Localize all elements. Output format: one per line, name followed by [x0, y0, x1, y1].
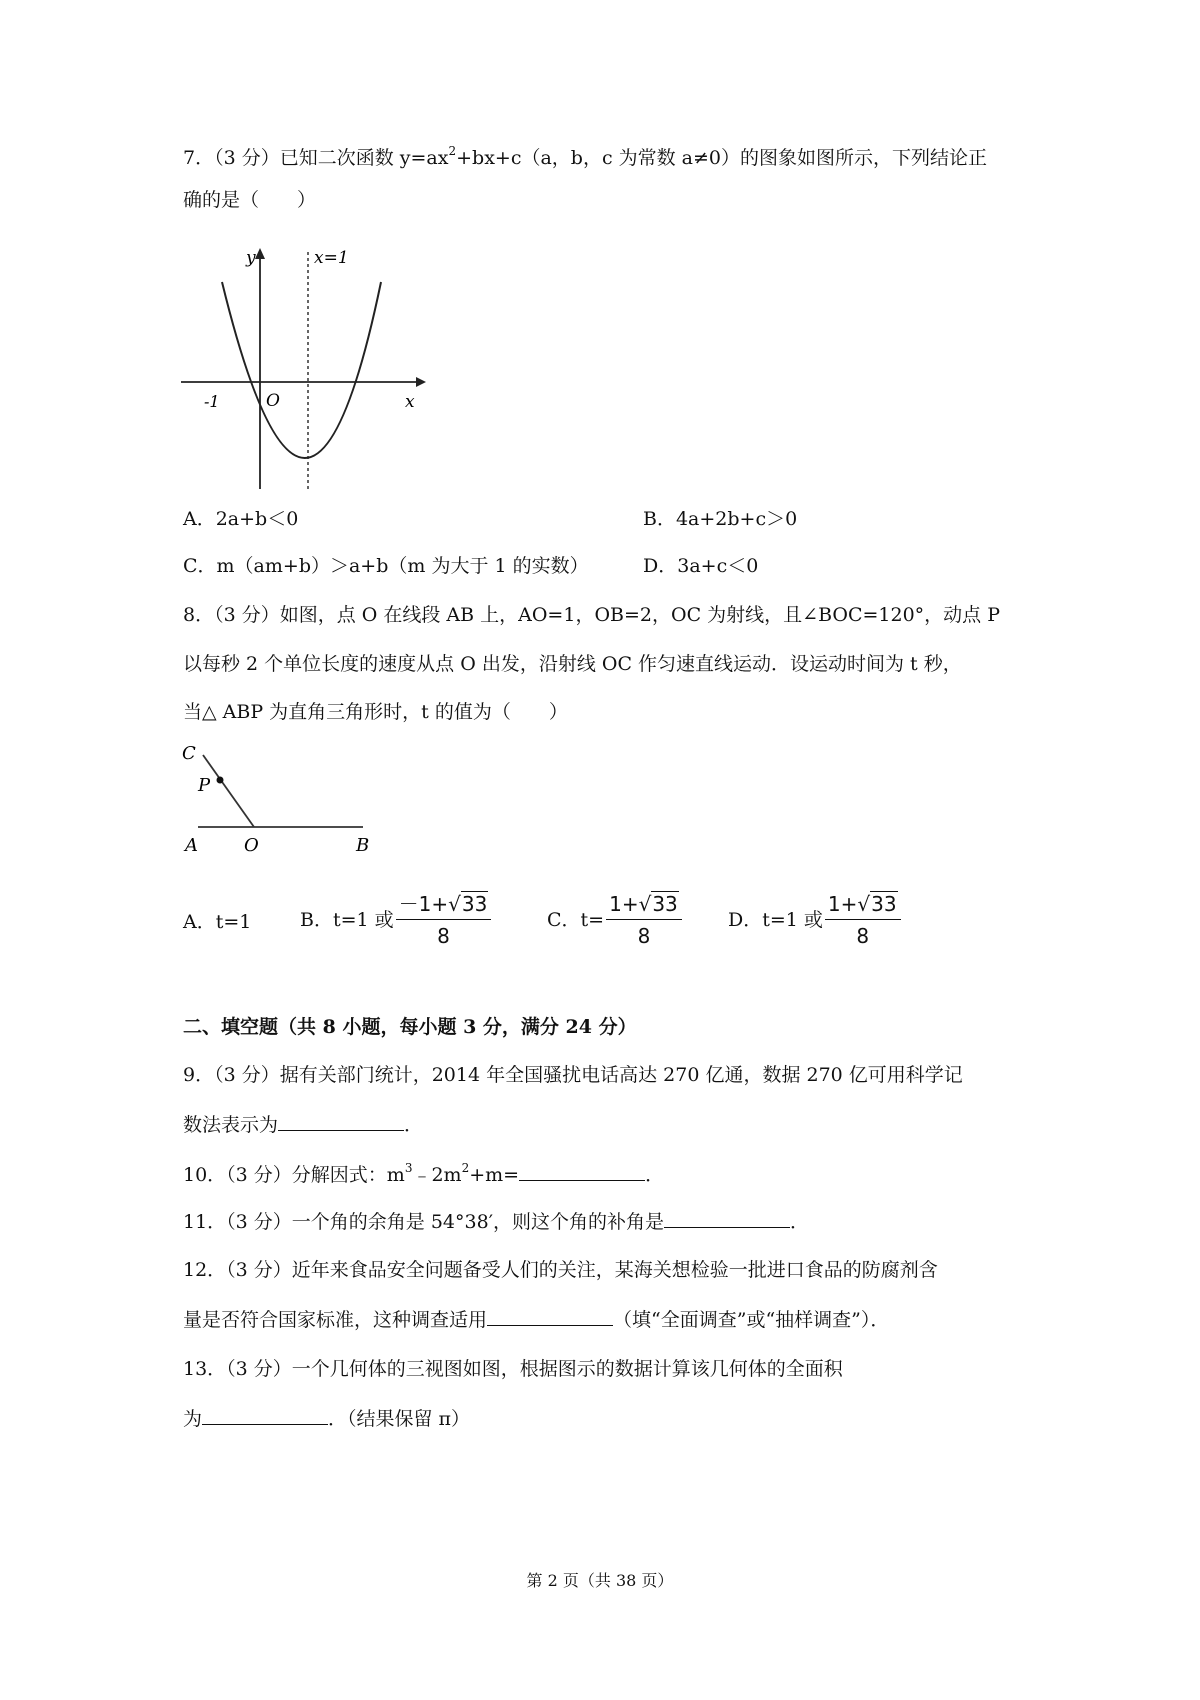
q8-stem-line1: 8．（3 分）如图，点 O 在线段 AB 上，AO=1，OB=2，OC 为射线，且∠BOC=120°，动点 P	[183, 604, 1001, 626]
section-heading-fill-in: 二、填空题（共 8 小题，每小题 3 分，满分 24 分）	[183, 1016, 637, 1038]
q7-option-a: A．2a+b＜0	[183, 508, 299, 530]
q13-stem-line2: 为 ．（结果保留 π）	[183, 1404, 470, 1433]
graph-y-label: y	[246, 248, 256, 268]
q10-stem: 10．（3 分）分解因式：$m^3﹣2m^2+m=$ ．	[183, 1161, 665, 1186]
q11-answer-blank[interactable]	[664, 1207, 790, 1228]
fig-p-label: P	[198, 775, 211, 796]
q7-option-b: B．4a+2b+c＞0	[643, 508, 798, 530]
graph-origin-label: O	[266, 391, 280, 411]
q13-answer-blank[interactable]	[202, 1404, 328, 1425]
q9-stem-line2: 数法表示为 ．	[183, 1110, 423, 1139]
q13-stem-line1: 13．（3 分）一个几何体的三视图如图，根据图示的数据计算该几何体的全面积	[183, 1358, 843, 1380]
q7-stem-line1: 7．（3 分）已知二次函数 $y=ax^2+bx+c(a$，b，c 为常数 a≠0）的图象如图所示，下列结论正	[183, 144, 988, 169]
q8-ray-figure	[178, 745, 378, 875]
q9-answer-blank[interactable]	[278, 1110, 404, 1131]
q7-option-c: C．m（am+b）＞a+b（m 为大于 1 的实数）	[183, 555, 589, 577]
q8-stem-line3: 当△ ABP 为直角三角形时，t 的值为（ ）	[183, 701, 568, 723]
q7-option-d: D．3a+c＜0	[643, 555, 759, 577]
fig-a-label: A	[185, 835, 198, 856]
graph-x-label: x	[405, 392, 415, 412]
q7-stem-line2: 确的是（ ）	[183, 189, 317, 211]
fig-b-label: B	[356, 835, 370, 856]
q12-stem-line2: 量是否符合国家标准，这种调查适用 （填“全面调查”或“抽样调查”）．	[183, 1305, 889, 1334]
q9-stem-line1: 9．（3 分）据有关部门统计，2014 年全国骚扰电话高达 270 亿通，数据 270 亿可用科学记	[183, 1064, 963, 1086]
page-footer: 第 2 页（共 38 页）	[526, 1571, 674, 1590]
q7-parabola-graph	[176, 244, 436, 489]
q12-stem-line1: 12．（3 分）近年来食品安全问题备受人们的关注，某海关想检验一批进口食品的防腐剂含	[183, 1259, 938, 1281]
q8-option-b: B．t=1 或 $\frac{-1+√33}{8}$	[300, 890, 491, 950]
fig-c-label: C	[182, 745, 196, 764]
fig-o-label: O	[244, 835, 259, 856]
q8-option-d: D．t=1 或 $\frac{1+√33}{8}$	[728, 890, 901, 950]
q8-stem-line2: 以每秒 2 个单位长度的速度从点 O 出发，沿射线 OC 作匀速直线运动．设运动时间为 t 秒，	[183, 653, 962, 675]
graph-axis-label: x=1	[314, 248, 349, 268]
q8-option-a: A．t=1	[183, 911, 252, 933]
q11-stem: 11．（3 分）一个角的余角是 54°38′，则这个角的补角是 ．	[183, 1207, 809, 1236]
q8-option-c: C．t= $\frac{1+√33}{8}$	[547, 890, 682, 950]
q12-answer-blank[interactable]	[487, 1305, 613, 1326]
q10-answer-blank[interactable]	[519, 1160, 645, 1181]
graph-neg1-label: -1	[204, 392, 220, 411]
